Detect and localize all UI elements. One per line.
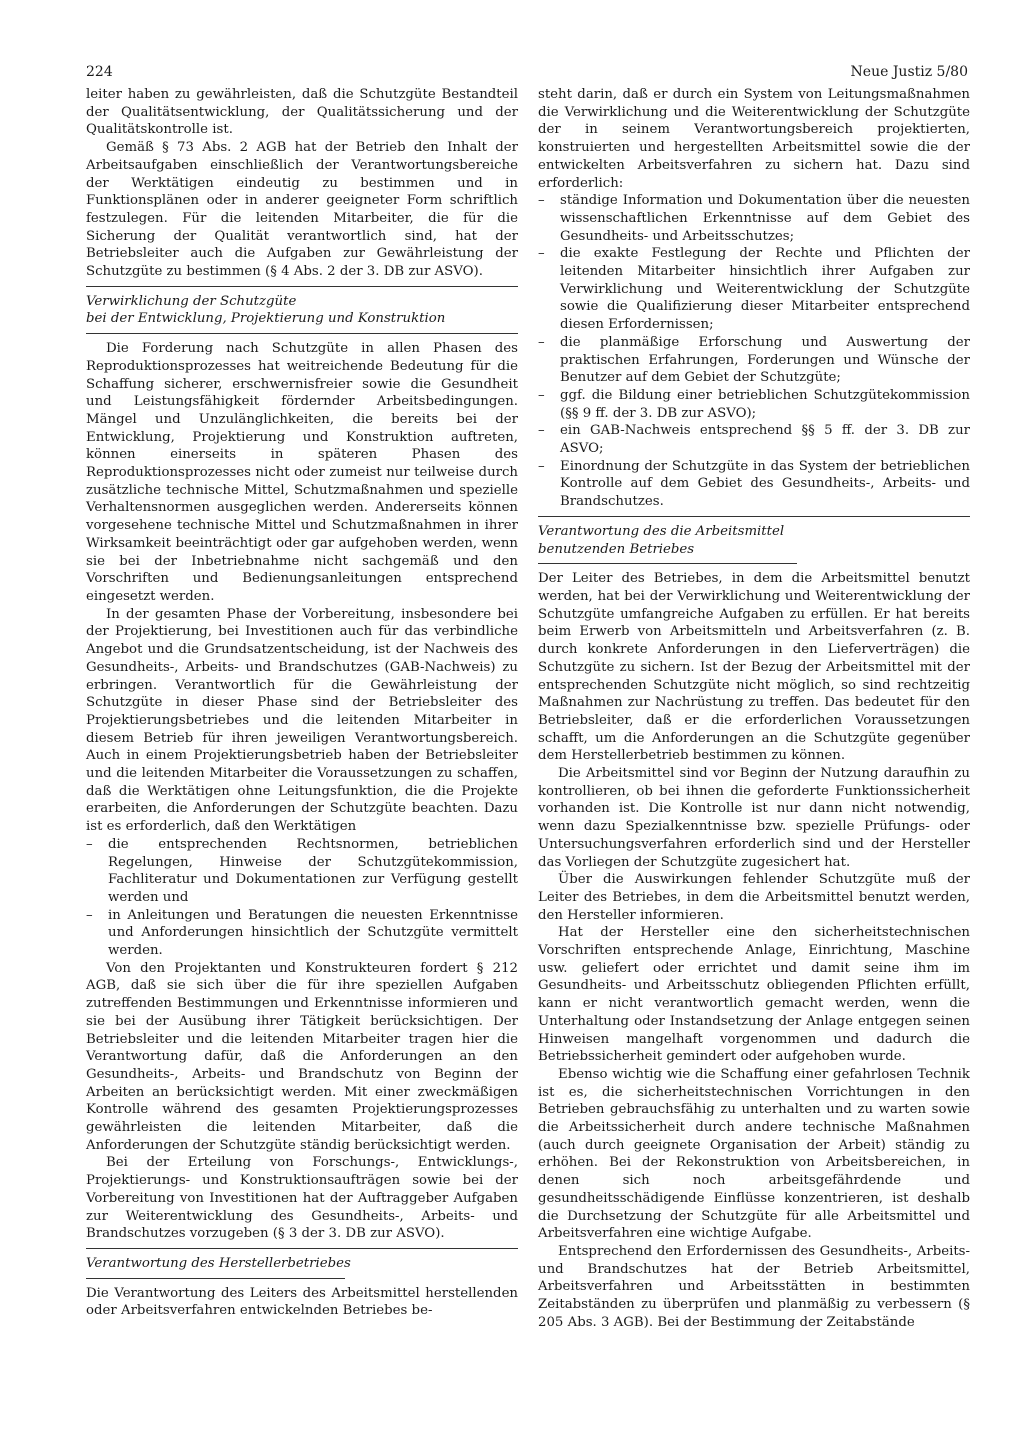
paragraph: Bei der Erteilung von Forschungs-, Entwicklungs-, Projektierungs- und Konstruktionsaufträgen sowie bei der Vorbereitung von Investitionen hat der Auftraggeber Aufgaben zur Weiterentwicklung des Gesundheits-, Arbeits- und Brandschutzes vorzugeben (§ 3 der 3. DB zur ASVO).: [86, 1155, 518, 1242]
journal-issue: Neue Justiz 5/80: [850, 64, 968, 80]
paragraph: Der Leiter des Betriebes, in dem die Arbeitsmittel benutzt werden, hat bei der Verwirklichung und Weiterentwicklung der Schutzgüte umfangreiche Aufgaben zu erfüllen. Er hat bereits beim Erwerb von Arbeitsmitteln und Arbeitsverfahren (z. B. durch konkrete Anforderungen in den Lieferverträgen) die Schutzgüte zu sichern. Ist der Bezug der Arbeitsmittel mit der entsprechenden Schutzgüte nicht möglich, so sind rechtzeitig Maßnahmen zur Nachrüstung zu treffen. Das bedeutet für den Betriebsleiter, daß er die erforderlichen Voraussetzungen schafft, um die Anforderungen an die Schutzgüte gegenüber dem Herstellerbetrieb bestimmen zu können.: [538, 571, 970, 764]
section-heading: [86, 293, 518, 328]
page-number: 224: [86, 64, 113, 80]
paragraph: Hat der Hersteller eine den sicherheitstechnischen Vorschriften entsprechende Anlage, Einrichtung, Maschine usw. geliefert oder errichtet und damit seine ihm im Gesundheits- und Arbeitsschutz obliegenden Pflichten erfüllt, kann er nicht verantwortlich gemacht werden, wenn die Unterhaltung oder Instandsetzung der Anlage entgegen seinen Hinweisen mangelhaft vorgenommen und dadurch die Betriebssicherheit gemindert oder aufgehoben wurde.: [538, 925, 970, 1065]
list-item: – in Anleitungen und Beratungen die neuesten Erkenntnisse und Anforderungen hinsichtlich der Schutzgüte vermittelt werden.: [86, 907, 518, 960]
list-item: – Einordnung der Schutzgüte in das System der betrieblichen Kontrolle auf dem Gebiet des Gesundheits-, Arbeits- und Brandschutzes.: [538, 458, 970, 511]
paragraph: Die Verantwortung des Leiters des Arbeitsmittel herstellenden oder Arbeitsverfahren entwickelnden Betriebes be-: [86, 1285, 518, 1319]
paragraph: leiter haben zu gewährleisten, daß die Schutzgüte Bestandteil der Qualitätsentwicklung, der Qualitätssicherung und der Qualitätskontrolle ist.: [86, 87, 518, 138]
section-divider: [538, 563, 797, 564]
section-divider: [86, 286, 518, 287]
list-item: – die entsprechenden Rechtsnormen, betrieblichen Regelungen, Hinweise der Schutzgütekommission, Fachliteratur und Dokumentationen zur Verfügung gestellt werden und: [86, 836, 518, 907]
paragraph: steht darin, daß er durch ein System von Leitungsmaßnahmen die Verwirklichung und die Weiterentwicklung der Schutzgüte der in seinem Verantwortungsbereich projektierten, konstruierten und hergestellten Arbeitsmittel sowie die der entwickelten Arbeitsverfahren zu sichern hat. Dazu sind erforderlich:: [538, 87, 970, 191]
left-column: [86, 86, 518, 1320]
paragraph: Ebenso wichtig wie die Schaffung einer gefahrlosen Technik ist es, die sicherheitstechnischen Vorrichtungen in den Betrieben gebrauchsfähig zu unterhalten und zu warten sowie die Arbeitssicherheit durch andere technische Maßnahmen (auch durch geeignete Organisation der Arbeit) ständig zu erhöhen. Bei der Rekonstruktion von Arbeitsbereichen, in denen sich noch arbeitsgefährdende und gesundheitsschädigende Einflüsse konzentrieren, ist deshalb die Durchsetzung der Schutzgüte für alle Arbeitsmittel und Arbeitsverfahren eine wichtige Aufgabe.: [538, 1066, 970, 1242]
dash-list: [86, 836, 518, 960]
paragraph: Gemäß § 73 Abs. 2 AGB hat der Betrieb den Inhalt der Arbeitsaufgaben einschließlich der Verantwortungsbereiche der Werktätigen eindeutig zu bestimmen und in Funktionsplänen oder in anderer geeigneter Form schriftlich festzulegen. Für die leitenden Mitarbeiter, die für die Sicherung der Qualität verantwortlich sind, hat der Betriebsleiter auch die Aufgaben zur Gewährleistung der Schutzgüte zu bestimmen (§ 4 Abs. 2 der 3. DB zur ASVO).: [86, 140, 518, 280]
paragraph: Entsprechend den Erfordernissen des Gesundheits-, Arbeits- und Brandschutzes hat der Betrieb Arbeitsmittel, Arbeitsverfahren und Arbeitsstätten in bestimmten Zeitabständen zu überprüfen und planmäßig zu verbessern (§ 205 Abs. 3 AGB). Bei der Bestimmung der Zeitabstände: [538, 1244, 970, 1330]
paragraph: Über die Auswirkungen fehlender Schutzgüte muß der Leiter des Betriebes, in dem die Arbeitsmittel benutzt werden, den Hersteller informieren.: [538, 872, 970, 923]
list-item: – ggf. die Bildung einer betrieblichen Schutzgütekommission (§§ 9 ff. der 3. DB zur ASVO);: [538, 387, 970, 422]
section-divider: [86, 333, 518, 334]
list-item: – ständige Information und Dokumentation über die neuesten wissenschaftlichen Erkenntnisse auf dem Gebiet des Gesundheits- und Arbeitsschutzes;: [538, 192, 970, 245]
dash-list: [538, 192, 970, 511]
right-column: [538, 86, 970, 1332]
paragraph: Die Forderung nach Schutzgüte in allen Phasen des Reproduktionsprozesses hat weitreichende Bedeutung für die Schaffung sicherer, erschwernisfreier sowie die Gesundheit und Leistungsfähigkeit fördernder Arbeitsbedingungen. Mängel und Unzulänglichkeiten, die bereits bei der Entwicklung, Projektierung und Konstruktion auftreten, können einerseits in späteren Phasen des Reproduktionsprozesses nicht oder zumeist nur teilweise durch zusätzliche technische Mittel, Schutzmaßnahmen und spezielle Verhaltensnormen ausgeglichen werden. Andererseits können vorgesehene technische Mittel und Schutzmaßnahmen in ihrer Wirksamkeit beeinträchtigt oder gar aufgehoben werden, wenn sie bei der Inbetriebnahme nicht sachgemäß und den Vorschriften und Bedienungsanleitungen entsprechend eingesetzt werden.: [86, 341, 518, 604]
list-item: – die exakte Festlegung der Rechte und Pflichten der leitenden Mitarbeiter hinsichtlich ihrer Aufgaben zur Verwirklichung und Weiterentwicklung der Schutzgüte sowie die Qualifizierung dieser Mitarbeiter entsprechend diesen Erfordernissen;: [538, 245, 970, 334]
section-divider: [538, 516, 970, 517]
heading-line: bei der Entwicklung, Projektierung und Konstruktion: [86, 311, 446, 327]
section-heading: Verantwortung des Herstellerbetriebes: [86, 1256, 351, 1271]
section-divider: [86, 1278, 345, 1279]
list-item: – die planmäßige Erforschung und Auswertung der praktischen Erfahrungen, Forderungen und Wünsche der Benutzer auf dem Gebiet der Schutzgüte;: [538, 334, 970, 387]
paragraph: In der gesamten Phase der Vorbereitung, insbesondere bei der Projektierung, bei Investitionen auch für das verbindliche Angebot und die Grundsatzentscheidung, ist der Nachweis des Gesundheits-, Arbeits- und Brandschutzes (GAB-Nachweis) zu erbringen. Verantwortlich für die Gewährleistung der Schutzgüte in dieser Phase sind der Betriebsleiter des Projektierungsbetriebes und die leitenden Mitarbeiter in diesem Betrieb für ihren jeweiligen Verantwortungsbereich. Auch in einem Projektierungsbetrieb haben der Betriebsleiter und die leitenden Mitarbeiter die Voraussetzungen zu schaffen, daß die Werktätigen ohne Leitungsfunktion, die die Projekte erarbeiten, die Anforderungen der Schutzgüte beachten. Dazu ist es erforderlich, daß den Werktätigen: [86, 606, 518, 835]
paragraph: Die Arbeitsmittel sind vor Beginn der Nutzung daraufhin zu kontrollieren, ob bei ihnen die geforderte Funktionssicherheit vorhanden ist. Die Kontrolle ist nur dann nicht notwendig, wenn dazu Spezialkenntnisse bzw. spezielle Prüfungs- oder Untersuchungsverfahren erforderlich sind und der Hersteller das Vorliegen der Schutzgüte zugesichert hat.: [538, 766, 970, 870]
heading-line: Verantwortung des die Arbeitsmittel: [538, 523, 785, 539]
section-heading: [538, 523, 970, 558]
heading-line: Verwirklichung der Schutzgüte: [86, 293, 297, 309]
heading-line: benutzenden Betriebes: [538, 541, 695, 557]
paragraph: Von den Projektanten und Konstrukteuren fordert § 212 AGB, daß sie sich über die für ihre speziellen Aufgaben zutreffenden Bestimmungen und Erkenntnisse informieren und sie bei der Ausübung ihrer Tätigkeit berücksichtigen. Der Betriebsleiter und die leitenden Mitarbeiter tragen hier die Verantwortung dafür, daß die Anforderungen an den Gesundheits-, Arbeits- und Brandschutz von Beginn der Arbeiten an berücksichtigt werden. Mit einer zweckmäßigen Kontrolle während des gesamten Projektierungsprozesses gewährleisten die leitenden Mitarbeiter, daß die Anforderungen der Schutzgüte ständig berücksichtigt werden.: [86, 960, 518, 1153]
section-divider: [86, 1248, 518, 1249]
list-item: – ein GAB-Nachweis entsprechend §§ 5 ff. der 3. DB zur ASVO;: [538, 422, 970, 457]
